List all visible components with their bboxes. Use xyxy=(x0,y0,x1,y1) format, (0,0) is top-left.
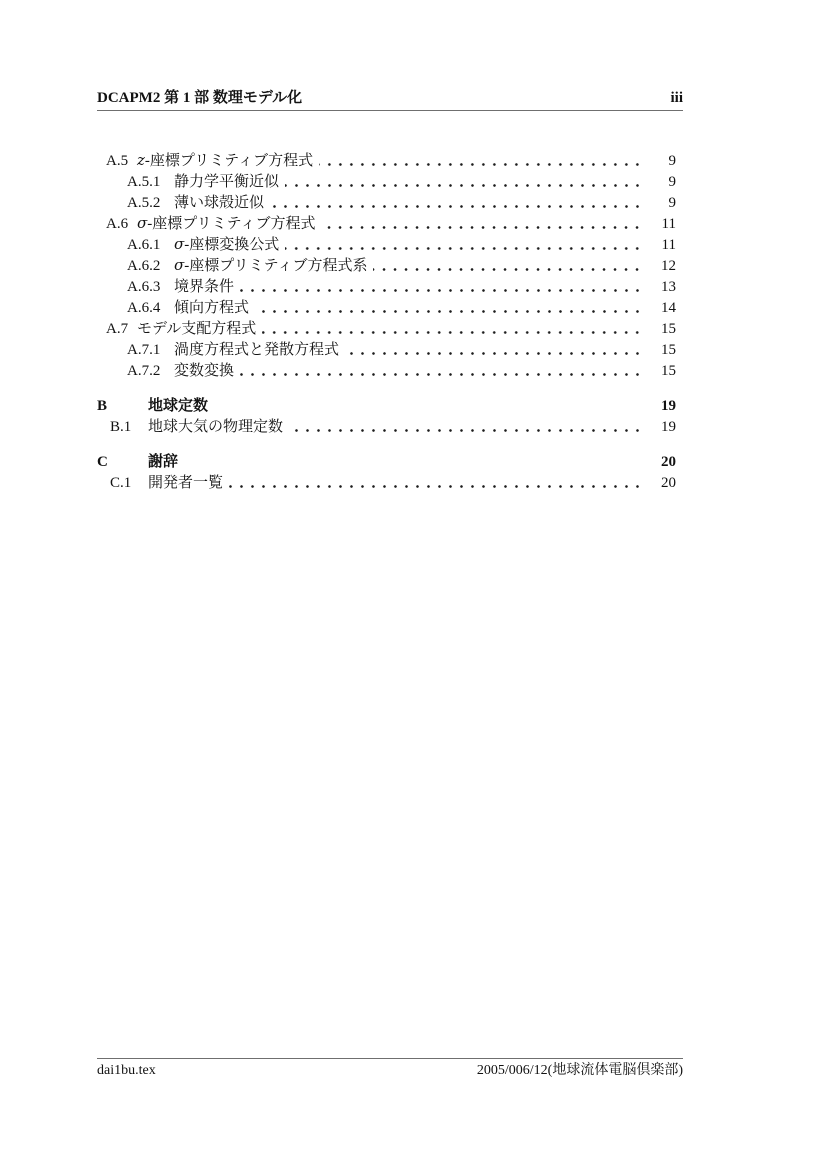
toc-entry[interactable] xyxy=(97,472,683,493)
dot-leader xyxy=(240,276,645,297)
toc-entry-page: 9 xyxy=(649,172,683,1169)
footer-date-publisher: 2005/006/12(地球流体電脳倶楽部) xyxy=(476,1063,683,1078)
math-symbol: σ xyxy=(174,235,185,253)
dot-leader xyxy=(285,234,645,255)
dot-leader xyxy=(240,360,645,381)
toc-entry-page: 13 xyxy=(649,277,683,1169)
toc-entry-number: C xyxy=(97,454,108,470)
dot-leader xyxy=(345,339,645,360)
toc-entry-page: 19 xyxy=(649,417,683,1169)
toc-entry-page: 9 xyxy=(649,151,683,1169)
toc-entry-page: 15 xyxy=(649,319,683,1169)
toc-entry-page: 20 xyxy=(649,452,683,1169)
toc-entry-page: 15 xyxy=(649,340,683,1169)
toc-entry-title xyxy=(148,472,223,494)
toc-entry-title-text: 謝辞 xyxy=(148,454,179,470)
toc-entry-number: A.6 xyxy=(106,216,129,232)
toc-entry-title xyxy=(148,451,178,473)
toc-entry-page: 11 xyxy=(649,214,683,1169)
toc-entry[interactable] xyxy=(97,171,683,192)
toc-entry-title-text: -座標変換公式 xyxy=(184,237,280,253)
math-symbol: z xyxy=(137,151,145,169)
toc-entry[interactable] xyxy=(97,451,683,472)
toc-entry-title-text: 静力学平衡近似 xyxy=(174,174,280,190)
dot-leader xyxy=(214,395,645,416)
text-block xyxy=(97,0,683,1169)
toc-entry-page: 15 xyxy=(649,361,683,1169)
toc-entry-title xyxy=(148,395,208,417)
dot-leader xyxy=(289,416,645,437)
running-footer xyxy=(97,1058,683,1079)
toc-entry-title xyxy=(137,318,256,340)
toc-entry-number: A.6.4 xyxy=(127,300,161,316)
toc-entry-title-text: -座標プリミティブ方程式 xyxy=(144,153,314,169)
toc-entry-number: C.1 xyxy=(110,475,132,491)
toc-entry-title xyxy=(174,360,234,382)
running-header xyxy=(97,91,683,111)
toc-entry-title xyxy=(174,234,279,256)
toc-entry[interactable] xyxy=(97,395,683,416)
toc-entry-title-text: 渦度方程式と発散方程式 xyxy=(174,342,340,358)
toc-entry-page: 12 xyxy=(649,256,683,1169)
header-page-number: iii xyxy=(670,90,683,106)
toc-entry-title xyxy=(174,297,249,319)
toc-entry-page: 19 xyxy=(649,396,683,1169)
toc-entry-title-text: 開発者一覧 xyxy=(148,475,224,491)
toc-entry[interactable] xyxy=(97,339,683,360)
toc-entry[interactable] xyxy=(97,234,683,255)
table-of-contents xyxy=(97,150,683,493)
dot-leader xyxy=(373,255,645,276)
header-title: DCAPM2 第 1 部 数理モデル化 xyxy=(97,90,303,106)
toc-entry-number: A.5.2 xyxy=(127,195,161,211)
toc-entry-title xyxy=(137,213,315,235)
toc-entry-title-text: 傾向方程式 xyxy=(174,300,250,316)
dot-leader xyxy=(285,171,645,192)
math-symbol: σ xyxy=(174,256,185,274)
toc-entry-number: A.5.1 xyxy=(127,174,161,190)
toc-entry-title-text: -座標プリミティブ方程式系 xyxy=(184,258,368,274)
toc-entry-page: 11 xyxy=(649,235,683,1169)
dot-leader xyxy=(321,213,645,234)
toc-entry-title-text: 境界条件 xyxy=(174,279,235,295)
toc-entry-title xyxy=(174,255,367,277)
toc-entry[interactable] xyxy=(97,255,683,276)
toc-entry-number: A.6.3 xyxy=(127,279,161,295)
toc-entry-number: B.1 xyxy=(110,419,132,435)
toc-entry-title-text: -座標プリミティブ方程式 xyxy=(147,216,316,232)
toc-entry-number: A.7 xyxy=(106,321,129,337)
toc-entry-number: B xyxy=(97,398,108,414)
toc-entry-title xyxy=(174,276,234,298)
toc-entry[interactable] xyxy=(97,192,683,213)
toc-entry[interactable] xyxy=(97,360,683,381)
toc-entry-page: 20 xyxy=(649,473,683,1169)
toc-entry[interactable] xyxy=(97,213,683,234)
toc-entry-title-text: 薄い球殻近似 xyxy=(174,195,265,211)
dot-leader xyxy=(184,451,645,472)
toc-entry-number: A.7.1 xyxy=(127,342,161,358)
toc-entry-title xyxy=(174,192,264,214)
math-symbol: σ xyxy=(137,214,148,232)
toc-entry-page: 14 xyxy=(649,298,683,1169)
dot-leader xyxy=(262,318,645,339)
toc-entry-title xyxy=(174,339,339,361)
dot-leader xyxy=(255,297,645,318)
toc-entry-title xyxy=(174,171,279,193)
toc-entry-title xyxy=(137,150,313,172)
toc-entry-number: A.7.2 xyxy=(127,363,161,379)
dot-leader xyxy=(319,150,645,171)
toc-entry-title-text: 地球定数 xyxy=(148,398,209,414)
toc-entry-number: A.6.1 xyxy=(127,237,161,253)
toc-entry-number: A.5 xyxy=(106,153,129,169)
toc-entry-number: A.6.2 xyxy=(127,258,161,274)
dot-leader xyxy=(270,192,645,213)
toc-entry[interactable] xyxy=(97,297,683,318)
toc-entry[interactable] xyxy=(97,150,683,171)
toc-entry-title-text: モデル支配方程式 xyxy=(137,321,257,337)
toc-entry[interactable] xyxy=(97,276,683,297)
footer-filename: dai1bu.tex xyxy=(97,1063,156,1078)
toc-entry-title xyxy=(148,416,283,438)
toc-entry-page: 9 xyxy=(649,193,683,1169)
dot-leader xyxy=(229,472,645,493)
toc-entry[interactable] xyxy=(97,416,683,437)
toc-entry-title-text: 地球大気の物理定数 xyxy=(148,419,284,435)
toc-entry-title-text: 変数変換 xyxy=(174,363,235,379)
toc-entry[interactable] xyxy=(97,318,683,339)
